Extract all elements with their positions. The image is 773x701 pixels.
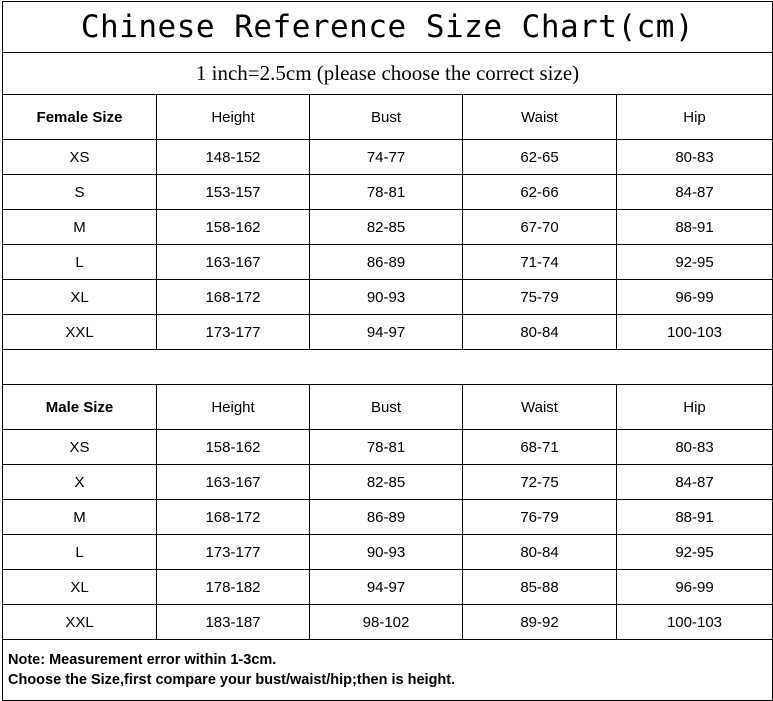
waist-cell: 76-79 <box>463 500 617 535</box>
hip-cell: 100-103 <box>617 315 773 350</box>
waist-cell: 71-74 <box>463 245 617 280</box>
bust-cell: 90-93 <box>310 280 463 315</box>
waist-cell: 62-66 <box>463 175 617 210</box>
hip-cell: 80-83 <box>617 430 773 465</box>
male-row <box>3 430 773 465</box>
note-line-measurement: Note: Measurement error within 1-3cm. <box>8 652 277 668</box>
hip-cell: 100-103 <box>617 605 773 640</box>
size-cell: L <box>3 245 157 280</box>
height-cell: 148-152 <box>157 140 310 175</box>
hip-cell: 92-95 <box>617 535 773 570</box>
bust-cell: 94-97 <box>310 570 463 605</box>
male-bust-header: Bust <box>310 385 463 430</box>
hip-cell: 96-99 <box>617 570 773 605</box>
height-cell: 173-177 <box>157 535 310 570</box>
bust-cell: 82-85 <box>310 210 463 245</box>
size-cell: X <box>3 465 157 500</box>
female-waist-header: Waist <box>463 95 617 140</box>
waist-cell: 75-79 <box>463 280 617 315</box>
female-row <box>3 315 773 350</box>
height-cell: 158-162 <box>157 210 310 245</box>
female-row <box>3 210 773 245</box>
female-header-row <box>3 95 773 140</box>
female-row <box>3 245 773 280</box>
female-row <box>3 175 773 210</box>
section-spacer <box>3 350 773 385</box>
size-cell: M <box>3 210 157 245</box>
male-header-row <box>3 385 773 430</box>
height-cell: 173-177 <box>157 315 310 350</box>
waist-cell: 68-71 <box>463 430 617 465</box>
waist-cell: 80-84 <box>463 535 617 570</box>
male-row <box>3 535 773 570</box>
height-cell: 168-172 <box>157 500 310 535</box>
height-cell: 163-167 <box>157 245 310 280</box>
note-box <box>3 640 773 701</box>
size-cell: XXL <box>3 605 157 640</box>
bust-cell: 74-77 <box>310 140 463 175</box>
male-height-header: Height <box>157 385 310 430</box>
waist-cell: 72-75 <box>463 465 617 500</box>
male-size-header: Male Size <box>3 385 157 430</box>
bust-cell: 90-93 <box>310 535 463 570</box>
female-hip-header: Hip <box>617 95 773 140</box>
bust-cell: 82-85 <box>310 465 463 500</box>
hip-cell: 84-87 <box>617 175 773 210</box>
hip-cell: 88-91 <box>617 210 773 245</box>
waist-cell: 67-70 <box>463 210 617 245</box>
size-chart-table <box>2 1 773 701</box>
hip-cell: 92-95 <box>617 245 773 280</box>
male-row <box>3 500 773 535</box>
waist-cell: 80-84 <box>463 315 617 350</box>
male-waist-header: Waist <box>463 385 617 430</box>
size-cell: XS <box>3 430 157 465</box>
hip-cell: 84-87 <box>617 465 773 500</box>
hip-cell: 80-83 <box>617 140 773 175</box>
male-row <box>3 605 773 640</box>
female-row <box>3 140 773 175</box>
hip-cell: 96-99 <box>617 280 773 315</box>
size-cell: S <box>3 175 157 210</box>
chart-title: Chinese Reference Size Chart(cm) <box>3 2 773 53</box>
size-cell: XL <box>3 570 157 605</box>
waist-cell: 85-88 <box>463 570 617 605</box>
bust-cell: 94-97 <box>310 315 463 350</box>
size-chart <box>2 1 772 690</box>
bust-cell: 78-81 <box>310 175 463 210</box>
male-row <box>3 465 773 500</box>
bust-cell: 86-89 <box>310 245 463 280</box>
height-cell: 153-157 <box>157 175 310 210</box>
size-cell: M <box>3 500 157 535</box>
size-cell: XXL <box>3 315 157 350</box>
waist-cell: 62-65 <box>463 140 617 175</box>
height-cell: 183-187 <box>157 605 310 640</box>
height-cell: 163-167 <box>157 465 310 500</box>
bust-cell: 86-89 <box>310 500 463 535</box>
hip-cell: 88-91 <box>617 500 773 535</box>
size-cell: XL <box>3 280 157 315</box>
male-row <box>3 570 773 605</box>
female-height-header: Height <box>157 95 310 140</box>
female-bust-header: Bust <box>310 95 463 140</box>
female-size-header: Female Size <box>3 95 157 140</box>
section-spacer-row <box>3 350 773 385</box>
height-cell: 158-162 <box>157 430 310 465</box>
height-cell: 168-172 <box>157 280 310 315</box>
bust-cell: 98-102 <box>310 605 463 640</box>
bust-cell: 78-81 <box>310 430 463 465</box>
size-cell: XS <box>3 140 157 175</box>
male-hip-header: Hip <box>617 385 773 430</box>
chart-subtitle: 1 inch=2.5cm (please choose the correct size) <box>3 53 773 95</box>
note-line-choose-size: Choose the Size,first compare your bust/waist/hip;then is height. <box>8 672 456 688</box>
size-cell: L <box>3 535 157 570</box>
female-row <box>3 280 773 315</box>
waist-cell: 89-92 <box>463 605 617 640</box>
height-cell: 178-182 <box>157 570 310 605</box>
